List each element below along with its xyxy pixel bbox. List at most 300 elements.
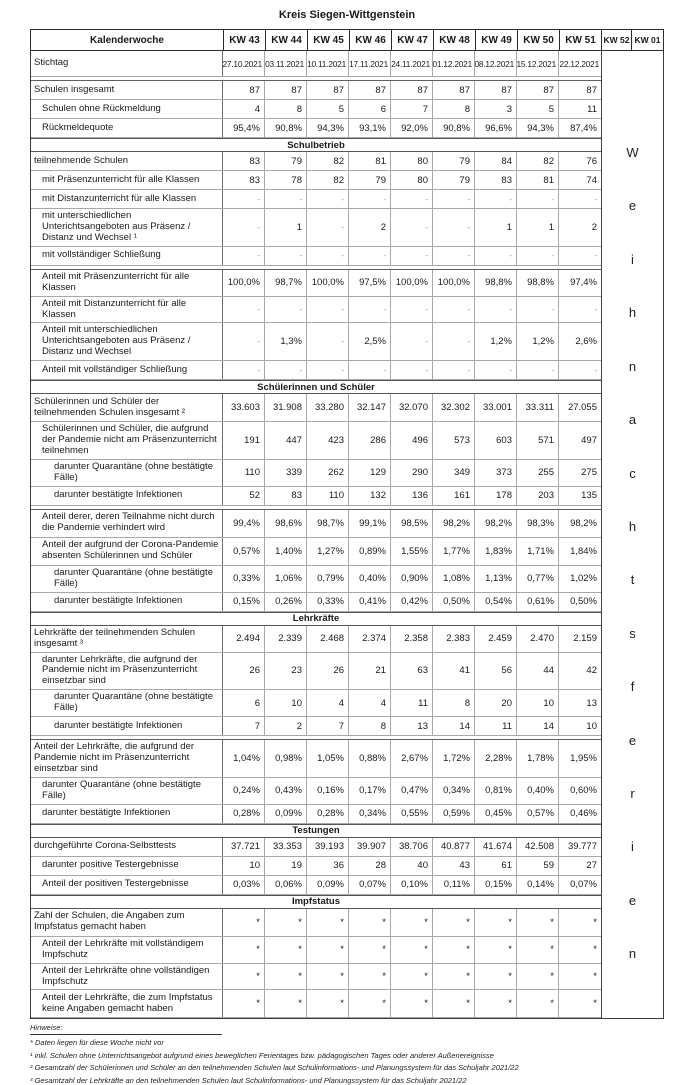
value-cell: 447 (265, 422, 307, 459)
value-cell: 90,8% (265, 119, 307, 137)
week-header-cell: KW 50 (517, 30, 559, 50)
value-cell: 1,71% (517, 538, 559, 565)
value-cell: 0,43% (265, 778, 307, 804)
data-row (31, 838, 601, 857)
value-cell: 98,3% (517, 510, 559, 537)
value-cell: 1,40% (265, 538, 307, 565)
value-cell: 79 (265, 152, 307, 170)
value-cell: 22.12.2021 (559, 58, 599, 69)
value-cell: 13 (586, 697, 597, 709)
value-cell: 129 (349, 460, 391, 486)
value-cell: 26 (307, 653, 349, 690)
value-cell: 1,95% (570, 753, 597, 764)
value-cell: 1,55% (391, 538, 433, 565)
value-cell: * (307, 909, 349, 936)
value-cell: 92,0% (391, 119, 433, 137)
value-cell: 81 (349, 152, 391, 170)
value-cell: - (594, 194, 597, 204)
value-cell: 87 (517, 81, 559, 99)
value-cell: - (265, 297, 307, 323)
value-cell: 178 (475, 487, 517, 505)
value-cell: 2.383 (433, 626, 475, 652)
value-cell: 83 (475, 171, 517, 189)
data-row (31, 964, 601, 991)
holiday-letter: s (629, 625, 636, 641)
data-row (31, 100, 601, 119)
value-cell: 98,6% (265, 510, 307, 537)
value-cell: 76 (586, 155, 597, 167)
row-label: Zahl der Schulen, die Angaben zum Impfstatus gemacht haben (31, 909, 223, 936)
value-cell: - (223, 247, 265, 265)
value-cell: 4 (349, 690, 391, 716)
value-cell: 38.706 (391, 838, 433, 856)
value-cell: * (433, 937, 475, 963)
value-cell: - (307, 297, 349, 323)
value-cell: * (593, 971, 597, 982)
value-cell: 14 (517, 717, 559, 735)
value-cell: 2 (349, 209, 391, 246)
footnote-2: ² Gesamtzahl der Schülerinnen und Schüler an den teilnehmenden Schulen laut Schulinformations- und Planungssystem für das Schuljahr 2021/22 (30, 1063, 519, 1073)
value-cell: 41.674 (475, 838, 517, 856)
value-cell: 98,8% (517, 270, 559, 296)
value-cell: 39.907 (349, 838, 391, 856)
value-cell: - (391, 247, 433, 265)
value-cell: - (265, 190, 307, 208)
row-label: Schülerinnen und Schüler, die aufgrund der Pandemie nicht am Präsenzunterricht teilnehmen (31, 422, 223, 459)
value-cell: 80 (391, 152, 433, 170)
value-cell: 32.302 (433, 394, 475, 421)
value-cell: * (265, 964, 307, 990)
value-cell: 11 (587, 103, 597, 115)
value-cell: * (223, 964, 265, 990)
value-cell: * (391, 909, 433, 936)
value-cell: 36 (307, 857, 349, 875)
value-cell: 01.12.2021 (433, 51, 475, 76)
value-cell: 33.001 (475, 394, 517, 421)
value-cell: - (307, 323, 349, 360)
value-cell: 0,61% (517, 593, 559, 611)
value-cell: - (433, 297, 475, 323)
value-cell: 4 (307, 690, 349, 716)
value-cell: 33.311 (517, 394, 559, 421)
row-label: Anteil mit Distanzunterricht für alle Klassen (31, 297, 223, 323)
holiday-letter: n (628, 358, 637, 374)
value-cell: * (433, 964, 475, 990)
value-cell: 0,17% (349, 778, 391, 804)
value-cell: 0,98% (265, 740, 307, 777)
value-cell: 0,26% (265, 593, 307, 611)
data-row (31, 690, 601, 717)
value-cell: * (593, 944, 597, 956)
value-cell: 286 (349, 422, 391, 459)
data-row (31, 909, 601, 937)
header-kalenderwoche: Kalenderwoche (90, 34, 164, 46)
value-cell: 2.339 (265, 626, 307, 652)
data-row (31, 171, 601, 190)
value-cell: 0,47% (391, 778, 433, 804)
row-label: Schülerinnen und Schüler der teilnehmenden Schulen insgesamt ² (31, 394, 223, 421)
value-cell: 11 (391, 690, 433, 716)
value-cell: - (433, 247, 475, 265)
value-cell: 0,50% (433, 593, 475, 611)
value-cell: 42.508 (517, 838, 559, 856)
value-cell: 0,59% (433, 805, 475, 823)
row-label: Anteil mit unterschiedlichen Unterichtsangeboten aus Präsenz / Distanz und Wechsel (31, 323, 223, 360)
value-cell: 87,4% (570, 122, 597, 134)
row-label: durchgeführte Corona-Selbsttests (31, 838, 223, 856)
value-cell: 81 (517, 171, 559, 189)
row-label: mit Präsenzunterricht für alle Klassen (31, 171, 223, 189)
data-row (31, 51, 601, 77)
value-cell: * (433, 909, 475, 936)
data-row (31, 323, 601, 361)
value-cell: 603 (475, 422, 517, 459)
data-row (31, 937, 601, 964)
value-cell: 8 (265, 100, 307, 118)
row-label: darunter Quarantäne (ohne bestätigte Fälle) (31, 690, 223, 716)
data-row (31, 247, 601, 266)
table-body-wrap (30, 51, 664, 1019)
value-cell: 20 (475, 690, 517, 716)
row-label: Lehrkräfte der teilnehmenden Schulen insgesamt ³ (31, 626, 223, 652)
value-cell: 0,15% (475, 876, 517, 894)
value-cell: * (307, 990, 349, 1017)
row-label: Anteil der positiven Testergebnisse (31, 876, 223, 894)
value-cell: 7 (307, 717, 349, 735)
value-cell: 0,34% (349, 805, 391, 823)
value-cell: 10 (223, 857, 265, 875)
value-cell: 33.603 (223, 394, 265, 421)
value-cell: - (391, 209, 433, 246)
value-cell: 0,79% (307, 566, 349, 592)
value-cell: 1,84% (570, 545, 597, 557)
value-cell: 0,11% (433, 876, 475, 894)
value-cell: - (307, 247, 349, 265)
value-cell: - (517, 247, 559, 265)
value-cell: 87 (433, 81, 475, 99)
value-cell: 79 (349, 171, 391, 189)
data-row (31, 717, 601, 736)
value-cell: 0,57% (223, 538, 265, 565)
value-cell: 100,0% (223, 270, 265, 296)
data-row (31, 876, 601, 895)
value-cell: 275 (581, 467, 597, 479)
value-cell: 100,0% (307, 270, 349, 296)
value-cell: - (223, 361, 265, 379)
data-row (31, 152, 601, 171)
value-cell: 0,03% (223, 876, 265, 894)
value-cell: 497 (581, 435, 597, 447)
value-cell: * (517, 937, 559, 963)
value-cell: - (517, 297, 559, 323)
value-cell: 1,02% (570, 573, 597, 585)
data-row (31, 990, 601, 1018)
value-cell: - (223, 209, 265, 246)
value-cell: 136 (391, 487, 433, 505)
value-cell: 97,5% (349, 270, 391, 296)
section-row: Lehrkräfte (31, 612, 601, 626)
value-cell: 74 (586, 174, 597, 186)
value-cell: - (475, 297, 517, 323)
value-cell: 496 (391, 422, 433, 459)
value-cell: - (475, 247, 517, 265)
value-cell: - (307, 190, 349, 208)
value-cell: 10 (586, 720, 597, 732)
value-cell: 95,4% (223, 119, 265, 137)
row-label: darunter bestätigte Infektionen (31, 593, 223, 611)
value-cell: 0,14% (517, 876, 559, 894)
value-cell: - (391, 297, 433, 323)
value-cell: 83 (265, 487, 307, 505)
value-cell: * (391, 964, 433, 990)
value-cell: 5 (307, 100, 349, 118)
footnote-asterisk: * Daten liegen für diese Woche nicht vor (30, 1038, 164, 1048)
value-cell: - (391, 361, 433, 379)
footer (30, 1023, 700, 1085)
value-cell: 4 (223, 100, 265, 118)
value-cell: 0,09% (307, 876, 349, 894)
value-cell: 39.193 (307, 838, 349, 856)
value-cell: 78 (265, 171, 307, 189)
value-cell: 1,83% (475, 538, 517, 565)
holiday-letter: i (631, 839, 634, 855)
value-cell: - (265, 361, 307, 379)
value-cell: 2.470 (517, 626, 559, 652)
value-cell: 98,7% (307, 510, 349, 537)
table-body (31, 51, 601, 1018)
data-row (31, 487, 601, 506)
value-cell: 0,33% (223, 566, 265, 592)
value-cell: 2,28% (475, 740, 517, 777)
value-cell: 90,8% (433, 119, 475, 137)
value-cell: * (265, 990, 307, 1017)
value-cell: * (517, 964, 559, 990)
value-cell: 0,40% (517, 778, 559, 804)
value-cell: 3 (475, 100, 517, 118)
value-cell: * (349, 909, 391, 936)
value-cell: * (265, 937, 307, 963)
value-cell: * (391, 990, 433, 1017)
value-cell: 96,6% (475, 119, 517, 137)
value-cell: 40.877 (433, 838, 475, 856)
row-label: mit vollständiger Schließung (31, 247, 223, 265)
value-cell: * (223, 990, 265, 1017)
value-cell: - (433, 361, 475, 379)
value-cell: 0,28% (307, 805, 349, 823)
value-cell: 0,60% (570, 785, 597, 797)
value-cell: 0,16% (307, 778, 349, 804)
row-label: darunter bestätigte Infektionen (31, 805, 223, 823)
value-cell: 0,07% (349, 876, 391, 894)
value-cell: 1,08% (433, 566, 475, 592)
value-cell: 0,07% (570, 879, 597, 891)
value-cell: - (349, 190, 391, 208)
holiday-week-header-cell: KW 52 (601, 30, 631, 50)
holiday-letter: t (630, 572, 635, 588)
value-cell: 84 (475, 152, 517, 170)
value-cell: 15.12.2021 (517, 51, 559, 76)
value-cell: 1,78% (517, 740, 559, 777)
value-cell: 98,2% (475, 510, 517, 537)
row-label: Anteil der Lehrkräfte mit vollständigem Impfschutz (31, 937, 223, 963)
value-cell: 39.777 (567, 841, 597, 853)
value-cell: 100,0% (391, 270, 433, 296)
data-row (31, 297, 601, 324)
data-row (31, 566, 601, 593)
value-cell: 37.721 (223, 838, 265, 856)
value-cell: 99,4% (223, 510, 265, 537)
row-label: Anteil derer, deren Teilnahme nicht durch die Pandemie verhindert wird (31, 510, 223, 537)
value-cell: 161 (433, 487, 475, 505)
data-row (31, 460, 601, 487)
value-cell: 83 (223, 171, 265, 189)
value-cell: 87 (307, 81, 349, 99)
row-label: darunter positive Testergebnisse (31, 857, 223, 875)
value-cell: 0,24% (223, 778, 265, 804)
value-cell: - (307, 209, 349, 246)
holiday-letter: h (628, 518, 637, 534)
value-cell: 0,55% (391, 805, 433, 823)
row-label: Anteil der Lehrkräfte, die aufgrund der Pandemie nicht im Präsenzunterricht einsetzbar sind (31, 740, 223, 777)
value-cell: 13 (391, 717, 433, 735)
value-cell: 6 (223, 690, 265, 716)
value-cell: * (223, 909, 265, 936)
value-cell: - (475, 190, 517, 208)
value-cell: 135 (581, 490, 597, 502)
value-cell: - (391, 190, 433, 208)
value-cell: * (349, 964, 391, 990)
section-row: Schülerinnen und Schüler (31, 380, 601, 394)
value-cell: 87 (223, 81, 265, 99)
value-cell: - (223, 297, 265, 323)
value-cell: 63 (391, 653, 433, 690)
hinweise-label: Hinweise: (30, 1023, 63, 1033)
value-cell: 349 (433, 460, 475, 486)
row-label: Anteil der Lehrkräfte, die zum Impfstatus keine Angaben gemacht haben (31, 990, 223, 1017)
value-cell: 0,33% (307, 593, 349, 611)
holiday-week-header-cell: KW 01 (631, 30, 663, 50)
value-cell: 82 (517, 152, 559, 170)
value-cell: 33.280 (307, 394, 349, 421)
value-cell: 94,3% (307, 119, 349, 137)
value-cell: 11 (475, 717, 517, 735)
value-cell: 97,4% (570, 277, 597, 289)
value-cell: 24.11.2021 (391, 51, 433, 76)
value-cell: 0,89% (349, 538, 391, 565)
footnote-3: ³ Gesamtzahl der Lehrkräfte an den teilnehmenden Schulen laut Schulinformations- und Planungssystem für das Schuljahr 2021/22 (30, 1075, 467, 1085)
value-cell: * (391, 937, 433, 963)
value-cell: 1 (517, 209, 559, 246)
value-cell: 1,2% (517, 323, 559, 360)
value-cell: 87 (475, 81, 517, 99)
value-cell: - (391, 323, 433, 360)
value-cell: - (594, 365, 597, 375)
row-label: Anteil der Lehrkräfte ohne vollständigen Impfschutz (31, 964, 223, 990)
value-cell: 10.11.2021 (307, 51, 349, 76)
data-row (31, 778, 601, 805)
value-cell: - (594, 251, 597, 261)
value-cell: 26 (223, 653, 265, 690)
footnote-1: ¹ inkl. Schulen ohne Unterrichtsangebot aufgrund eines beweglichen Ferientages bzw. pädagogischen Tages oder anderer Außenereignisse (30, 1050, 494, 1060)
value-cell: * (475, 990, 517, 1017)
holiday-letter: i (631, 251, 634, 267)
value-cell: - (349, 247, 391, 265)
value-cell: 573 (433, 422, 475, 459)
value-cell: - (433, 190, 475, 208)
data-row (31, 653, 601, 691)
value-cell: 10 (265, 690, 307, 716)
holiday-letter: e (628, 892, 637, 908)
value-cell: 93,1% (349, 119, 391, 137)
section-row: Impfstatus (31, 895, 601, 909)
value-cell: 79 (433, 152, 475, 170)
value-cell: 10 (517, 690, 559, 716)
value-cell: 52 (223, 487, 265, 505)
value-cell: 42 (586, 665, 597, 677)
value-cell: 33.353 (265, 838, 307, 856)
holiday-letter: c (629, 465, 636, 481)
value-cell: * (307, 937, 349, 963)
value-cell: 79 (433, 171, 475, 189)
week-header-cell: KW 43 (223, 30, 265, 50)
value-cell: 110 (307, 487, 349, 505)
value-cell: * (475, 937, 517, 963)
row-label: mit unterschiedlichen Unterichtsangeboten aus Präsenz / Distanz und Wechsel ¹ (31, 209, 223, 246)
value-cell: 8 (433, 100, 475, 118)
value-cell: 43 (433, 857, 475, 875)
value-cell: 373 (475, 460, 517, 486)
data-row (31, 422, 601, 460)
value-cell: 2.468 (307, 626, 349, 652)
value-cell: 87 (391, 81, 433, 99)
value-cell: 339 (265, 460, 307, 486)
value-cell: 17.11.2021 (349, 51, 391, 76)
value-cell: 2.459 (475, 626, 517, 652)
value-cell: 80 (391, 171, 433, 189)
value-cell: 1,72% (433, 740, 475, 777)
report-table (30, 29, 664, 1019)
value-cell: 1 (265, 209, 307, 246)
value-cell: 423 (307, 422, 349, 459)
value-cell: 191 (223, 422, 265, 459)
value-cell: 1 (475, 209, 517, 246)
value-cell: * (223, 937, 265, 963)
value-cell: 31.908 (265, 394, 307, 421)
value-cell: * (593, 998, 597, 1010)
value-cell: * (593, 916, 597, 928)
value-cell: * (307, 964, 349, 990)
value-cell: 132 (349, 487, 391, 505)
value-cell: 82 (307, 171, 349, 189)
row-label: Anteil mit vollständiger Schließung (31, 361, 223, 379)
row-label: teilnehmende Schulen (31, 152, 223, 170)
value-cell: 98,8% (475, 270, 517, 296)
value-cell: 0,34% (433, 778, 475, 804)
data-row (31, 119, 601, 138)
data-row (31, 626, 601, 653)
value-cell: * (349, 937, 391, 963)
value-cell: - (517, 190, 559, 208)
data-row (31, 857, 601, 876)
value-cell: - (517, 361, 559, 379)
value-cell: 0,10% (391, 876, 433, 894)
value-cell: 0,15% (223, 593, 265, 611)
week-header-cell: KW 47 (391, 30, 433, 50)
value-cell: - (349, 297, 391, 323)
value-cell: 32.070 (391, 394, 433, 421)
value-cell: 27.10.2021 (223, 51, 265, 76)
section-row: Testungen (31, 824, 601, 838)
